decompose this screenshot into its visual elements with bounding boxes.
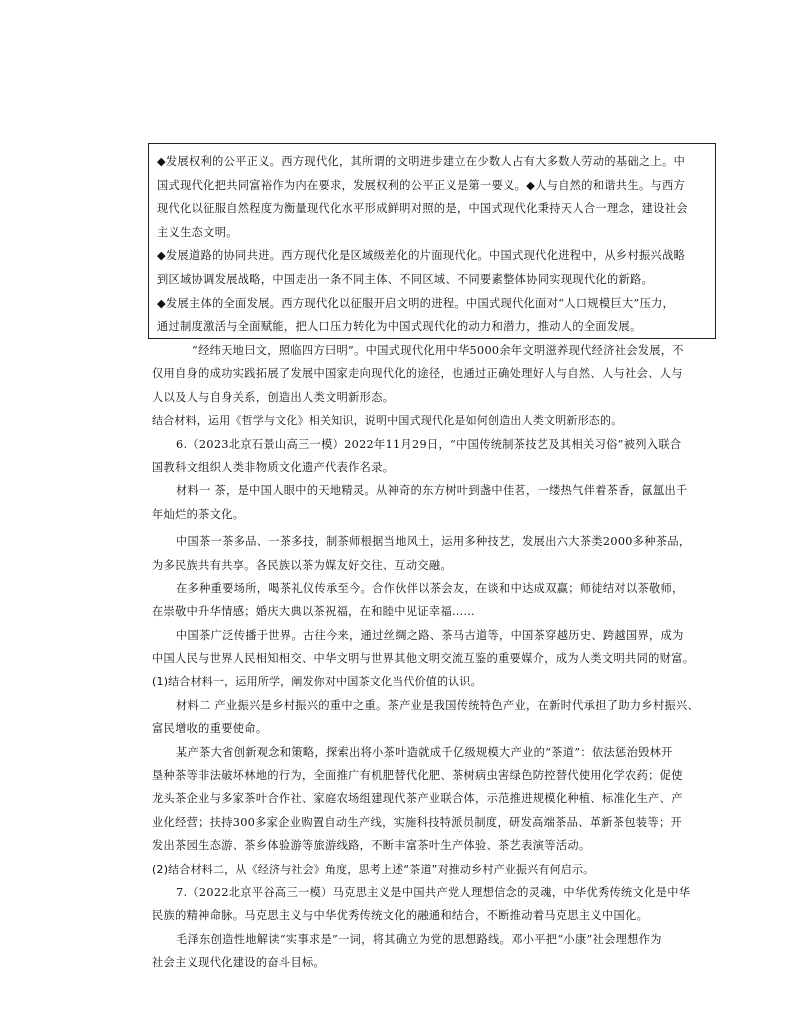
boxed-line: 现代化以征服自然程度为衡量现代化水平形成鲜明对照的是，中国式现代化秉持天人合一理念，建设社会 <box>157 202 688 216</box>
material-one-para: 为多民族共有共享。各民族以茶为媒友好交往、互动交融。 <box>152 558 452 572</box>
question-7-heading: 7.（2022北京平谷高三一模）马克思主义是中国共产党人理想信念的灵魂，中华优秀传统文化是中华 <box>176 885 691 899</box>
question-7-heading: 民族的精神命脉。马克思主义与中华优秀传统文化的融通和结合，不断推动着马克思主义中国化。 <box>152 909 649 923</box>
material-two-para: 龙头茶企业与多家茶叶合作社、家庭农场组建现代茶产业联合体，示范推进规模化种植、标准化生产、产 <box>152 792 683 806</box>
paragraph-line: 仅用自身的成功实践拓展了发展中国家走向现代化的途径，也通过正确处理好人与自然、人与社会、人与 <box>152 367 683 381</box>
material-two-para: 某产茶大省创新观念和策略，探索出将小茶叶造就成千亿级规模大产业的“茶道”：依法惩治毁林开 <box>176 745 673 759</box>
material-one: 年灿烂的茶文化。 <box>152 507 245 521</box>
document-body <box>152 339 720 975</box>
material-three: 社会主义现代化建设的奋斗目标。 <box>152 956 326 970</box>
question-6-2: (2)结合材料二，从《经济与社会》角度，思考上述“茶道”对推动乡村产业振兴有何启示。 <box>152 862 595 876</box>
material-one-para: 中国人民与世界人民相知相交、中华文明与世界其他文明交流互鉴的重要媒介，成为人类文明共同的财富。 <box>152 652 695 666</box>
paragraph-line: 人以及人与自身关系，创造出人类文明新形态。 <box>152 390 395 404</box>
question-6-1: (1)结合材料一，运用所学，阐发你对中国茶文化当代价值的认识。 <box>152 675 482 689</box>
material-one-para: 中国茶一茶多品、一茶多技，制茶师根据当地风土，运用多种技艺，发展出六大茶类2000多种茶品， <box>176 535 691 549</box>
boxed-line: 到区域协调发展战略，中国走出一条不同主体、不同区域、不同要素整体协同实现现代化的新路。 <box>157 272 654 286</box>
boxed-material <box>148 143 716 339</box>
boxed-line: ◆发展权利的公平正义。西方现代化，其所谓的文明进步建立在少数人占有大多数人劳动的基础之上。中 <box>157 155 686 168</box>
material-one-para: 在崇敬中升华情感；婚庆大典以茶祝福，在和睦中见证幸福…… <box>152 605 476 619</box>
material-three: 毛泽东创造性地解读“实事求是”一词，将其确立为党的思想路线。邓小平把“小康”社会理想作为 <box>176 932 662 946</box>
material-two-para: 业化经营；扶持300多家企业购置自动生产线，实施科技特派员制度，研发高端茶品、革新茶包装等；开 <box>152 815 683 829</box>
question-6-heading: 6.（2023北京石景山高三一模）2022年11月29日，“中国传统制茶技艺及其相关习俗”被列入联合 <box>176 437 682 451</box>
material-one-para: 中国茶广泛传播于世界。古往今来，通过丝绸之路、茶马古道等，中国茶穿越历史、跨越国界，成为 <box>176 628 684 642</box>
material-two-para: 发出茶园生态游、茶乡体验游等旅游线路，不断丰富茶叶生产体验、茶艺表演等活动。 <box>152 839 591 853</box>
boxed-line: 主义生态文明。 <box>157 225 238 239</box>
material-one: 材料一 茶，是中国人眼中的天地精灵。从神奇的东方树叶到盏中佳茗，一缕热气伴着茶香，氤氲出千 <box>176 484 688 498</box>
boxed-line: 通过制度激活与全面赋能，把人口压力转化为中国式现代化的动力和潜力，推动人的全面发展。 <box>157 320 642 334</box>
material-one-para: 在多种重要场所，喝茶礼仪传承至今。合作伙伴以茶会友，在谈和中达成双赢；师徒结对以茶敬师， <box>176 581 684 595</box>
question-6-heading: 国教科文组织人类非物质文化遗产代表作名录。 <box>152 460 395 474</box>
boxed-line: ◆发展道路的协同共进。西方现代化是区域级差化的片面现代化。中国式现代化进程中，从乡村振兴战略 <box>157 249 686 263</box>
question-5: 结合材料，运用《哲学与文化》相关知识，说明中国式现代化是如何创造出人类文明新形态的。 <box>152 414 623 428</box>
boxed-line: ◆发展主体的全面发展。西方现代化以征服开启文明的进程。中国式现代化面对“人口规模巨大”压力， <box>157 296 675 310</box>
material-two: 材料二 产业振兴是乡村振兴的重中之重。茶产业是我国传统特色产业，在新时代承担了助力乡村振兴、 <box>176 698 700 712</box>
boxed-line: 国式现代化把共同富裕作为内在要求，发展权利的公平正义是第一要义。◆人与自然的和谐共生。与西方 <box>157 178 686 192</box>
material-two: 富民增收的重要使命。 <box>152 722 268 736</box>
paragraph-line: “经纬天地曰文，照临四方曰明”。中国式现代化用中华5000余年文明滋养现代经济社会发展，不 <box>192 344 684 357</box>
material-two-para: 垦种茶等非法破坏林地的行为，全面推广有机肥替代化肥、茶树病虫害绿色防控替代使用化学农药；促使 <box>152 769 683 783</box>
